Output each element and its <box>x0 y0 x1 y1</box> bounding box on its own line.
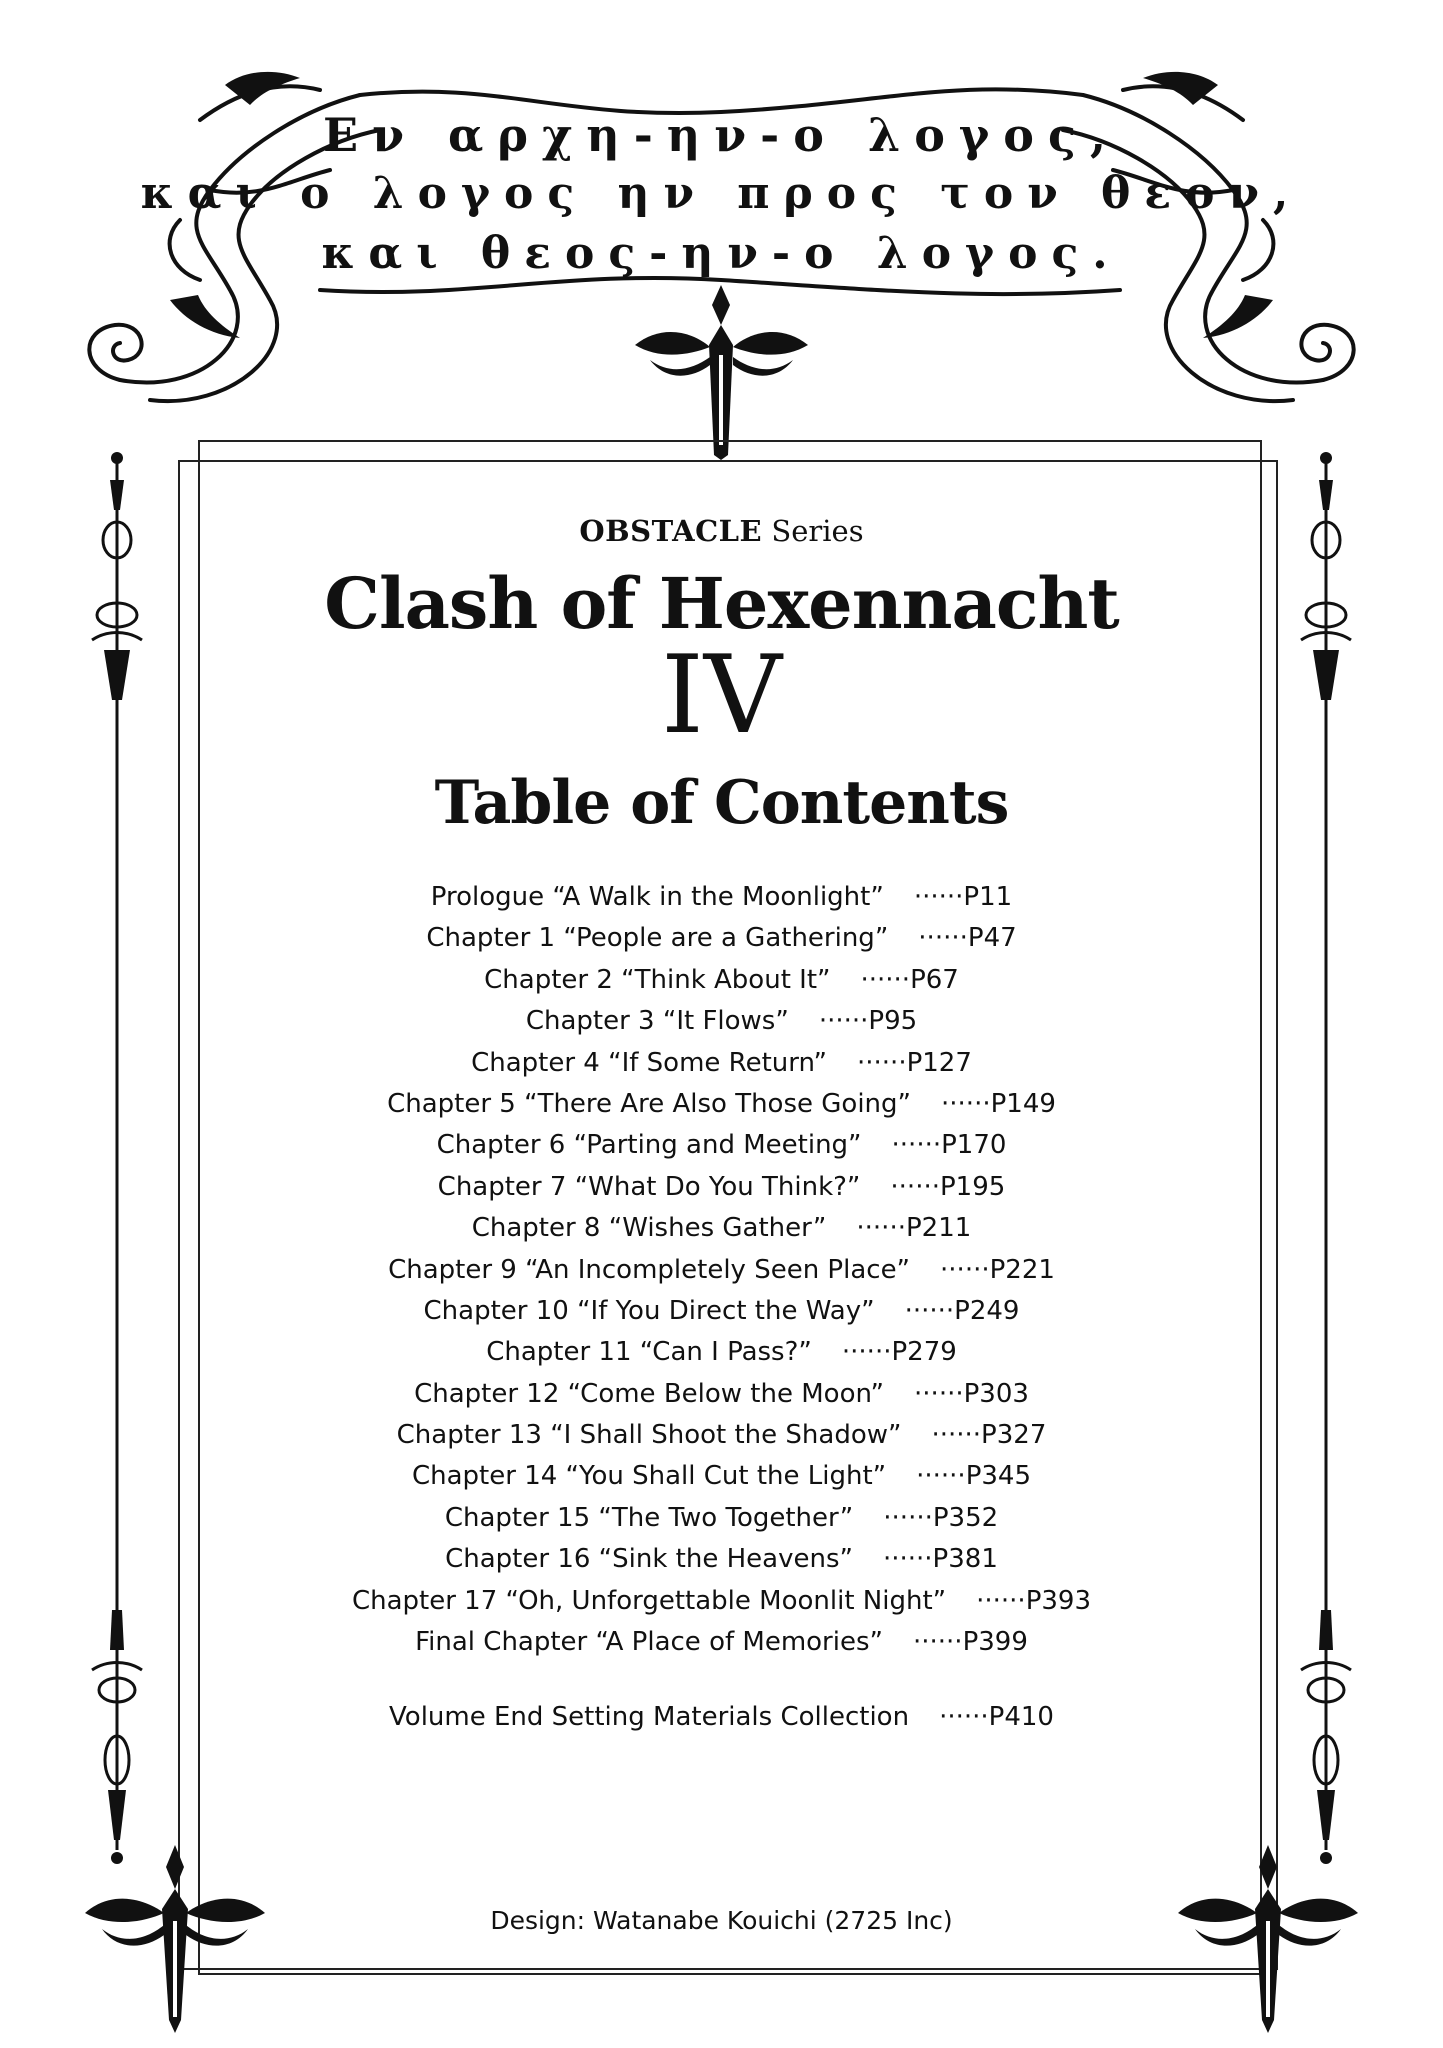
toc-entry-page: ······P11 <box>913 882 1013 912</box>
toc-entry <box>0 1332 1443 1373</box>
toc-entry-page: ······P303 <box>914 1378 1029 1409</box>
toc-entry <box>0 1622 1443 1663</box>
toc-entry-title: Chapter 14 “You Shall Cut the Light” <box>411 1461 887 1492</box>
series-label <box>0 514 1443 548</box>
toc-entry <box>0 1043 1443 1084</box>
toc-entry-page: ······P352 <box>883 1502 999 1533</box>
toc-entry <box>0 1498 1443 1539</box>
toc-entry <box>0 1001 1443 1042</box>
fleur-cross-corner-ornament <box>1173 1845 1363 2035</box>
toc-entry <box>0 1291 1443 1332</box>
toc-entry-title: Chapter 2 “Think About It” <box>484 964 831 995</box>
book-title: Clash of Hexennacht <box>324 562 1119 645</box>
toc-entry-title: Volume End Setting Materials Collection <box>389 1702 910 1732</box>
toc-entry <box>0 1250 1443 1291</box>
toc-entry-page: ······P410 <box>939 1702 1054 1732</box>
toc-entry <box>0 1456 1443 1497</box>
toc-entry-page: ······P170 <box>891 1130 1007 1161</box>
toc-entry-page: ······P127 <box>857 1047 972 1078</box>
toc-entry-page: ······P393 <box>976 1585 1092 1616</box>
toc-entry-title: Prologue “A Walk in the Moonlight” <box>430 882 884 912</box>
toc-entry-title: Chapter 16 “Sink the Heavens” <box>445 1544 853 1575</box>
toc-entry-title: Chapter 6 “Parting and Meeting” <box>436 1130 862 1161</box>
design-credit: Design: Watanabe Kouichi (2725 Inc) <box>490 1906 953 1935</box>
toc-entry-title: Chapter 8 “Wishes Gather” <box>471 1213 827 1244</box>
cross-ornament <box>630 285 813 460</box>
toc-extra-entry <box>0 1697 1443 1738</box>
fleur-cross-corner-ornament <box>80 1845 270 2035</box>
toc-entry-page: ······P95 <box>818 1006 918 1037</box>
toc-entry-page: ······P279 <box>841 1337 957 1368</box>
toc-entry <box>0 1374 1443 1415</box>
toc-entry-page: ······P47 <box>918 923 1017 954</box>
toc-entry-title: Chapter 11 “Can I Pass?” <box>486 1337 812 1368</box>
greek-line-3: και θεος-ην-ο λογος. <box>321 228 1122 279</box>
toc-entry-page: ······P381 <box>882 1544 998 1575</box>
toc-entry-title: Chapter 4 “If Some Return” <box>471 1047 827 1078</box>
toc-entry-page: ······P67 <box>860 964 959 995</box>
toc-entry-title: Final Chapter “A Place of Memories” <box>415 1627 883 1658</box>
toc-entry <box>0 1581 1443 1622</box>
toc-entry <box>0 1539 1443 1580</box>
toc-entry <box>0 1125 1443 1166</box>
toc-entry-title: Chapter 7 “What Do You Think?” <box>437 1171 861 1202</box>
toc-entry <box>0 877 1443 918</box>
toc-entry-title: Chapter 9 “An Incompletely Seen Place” <box>388 1254 911 1285</box>
series-name: OBSTACLE <box>579 514 763 548</box>
toc-entry-title: Chapter 3 “It Flows” <box>525 1006 789 1037</box>
toc-entry-title: Chapter 15 “The Two Together” <box>444 1502 854 1533</box>
toc-entry-title: Chapter 5 “There Are Also Those Going” <box>387 1088 912 1119</box>
toc-entry <box>0 1208 1443 1249</box>
toc-heading: Table of Contents <box>434 768 1009 838</box>
toc-entry <box>0 918 1443 959</box>
toc-entry-title: Chapter 1 “People are a Gathering” <box>426 923 889 954</box>
toc-entry <box>0 1167 1443 1208</box>
toc-entry <box>0 960 1443 1001</box>
toc-entry-page: ······P149 <box>941 1088 1056 1119</box>
greek-line-2: και ο λογος ην προς τον θεον, <box>140 168 1303 219</box>
toc-entry-page: ······P345 <box>916 1461 1032 1492</box>
toc-entry-title: Chapter 13 “I Shall Shoot the Shadow” <box>396 1420 902 1451</box>
toc-entry-page: ······P327 <box>931 1420 1047 1451</box>
toc-entry-title: Chapter 17 “Oh, Unforgettable Moonlit Night” <box>351 1585 947 1616</box>
toc-entry-page: ······P211 <box>856 1213 972 1244</box>
greek-line-1: Εν αρχη-ην-ο λογος, <box>323 108 1120 162</box>
toc-entry-title: Chapter 10 “If You Direct the Way” <box>423 1295 875 1326</box>
table-of-contents <box>0 877 1443 1663</box>
series-suffix: Series <box>771 514 864 548</box>
toc-entry-page: ······P195 <box>890 1171 1006 1202</box>
toc-entry-title: Chapter 12 “Come Below the Moon” <box>414 1378 885 1409</box>
toc-entry <box>0 1084 1443 1125</box>
toc-entry <box>0 1415 1443 1456</box>
toc-entry-page: ······P221 <box>940 1254 1055 1285</box>
volume-number: IV <box>661 633 782 758</box>
toc-entry-page: ······P249 <box>904 1295 1020 1326</box>
toc-entry-page: ······P399 <box>912 1627 1028 1658</box>
